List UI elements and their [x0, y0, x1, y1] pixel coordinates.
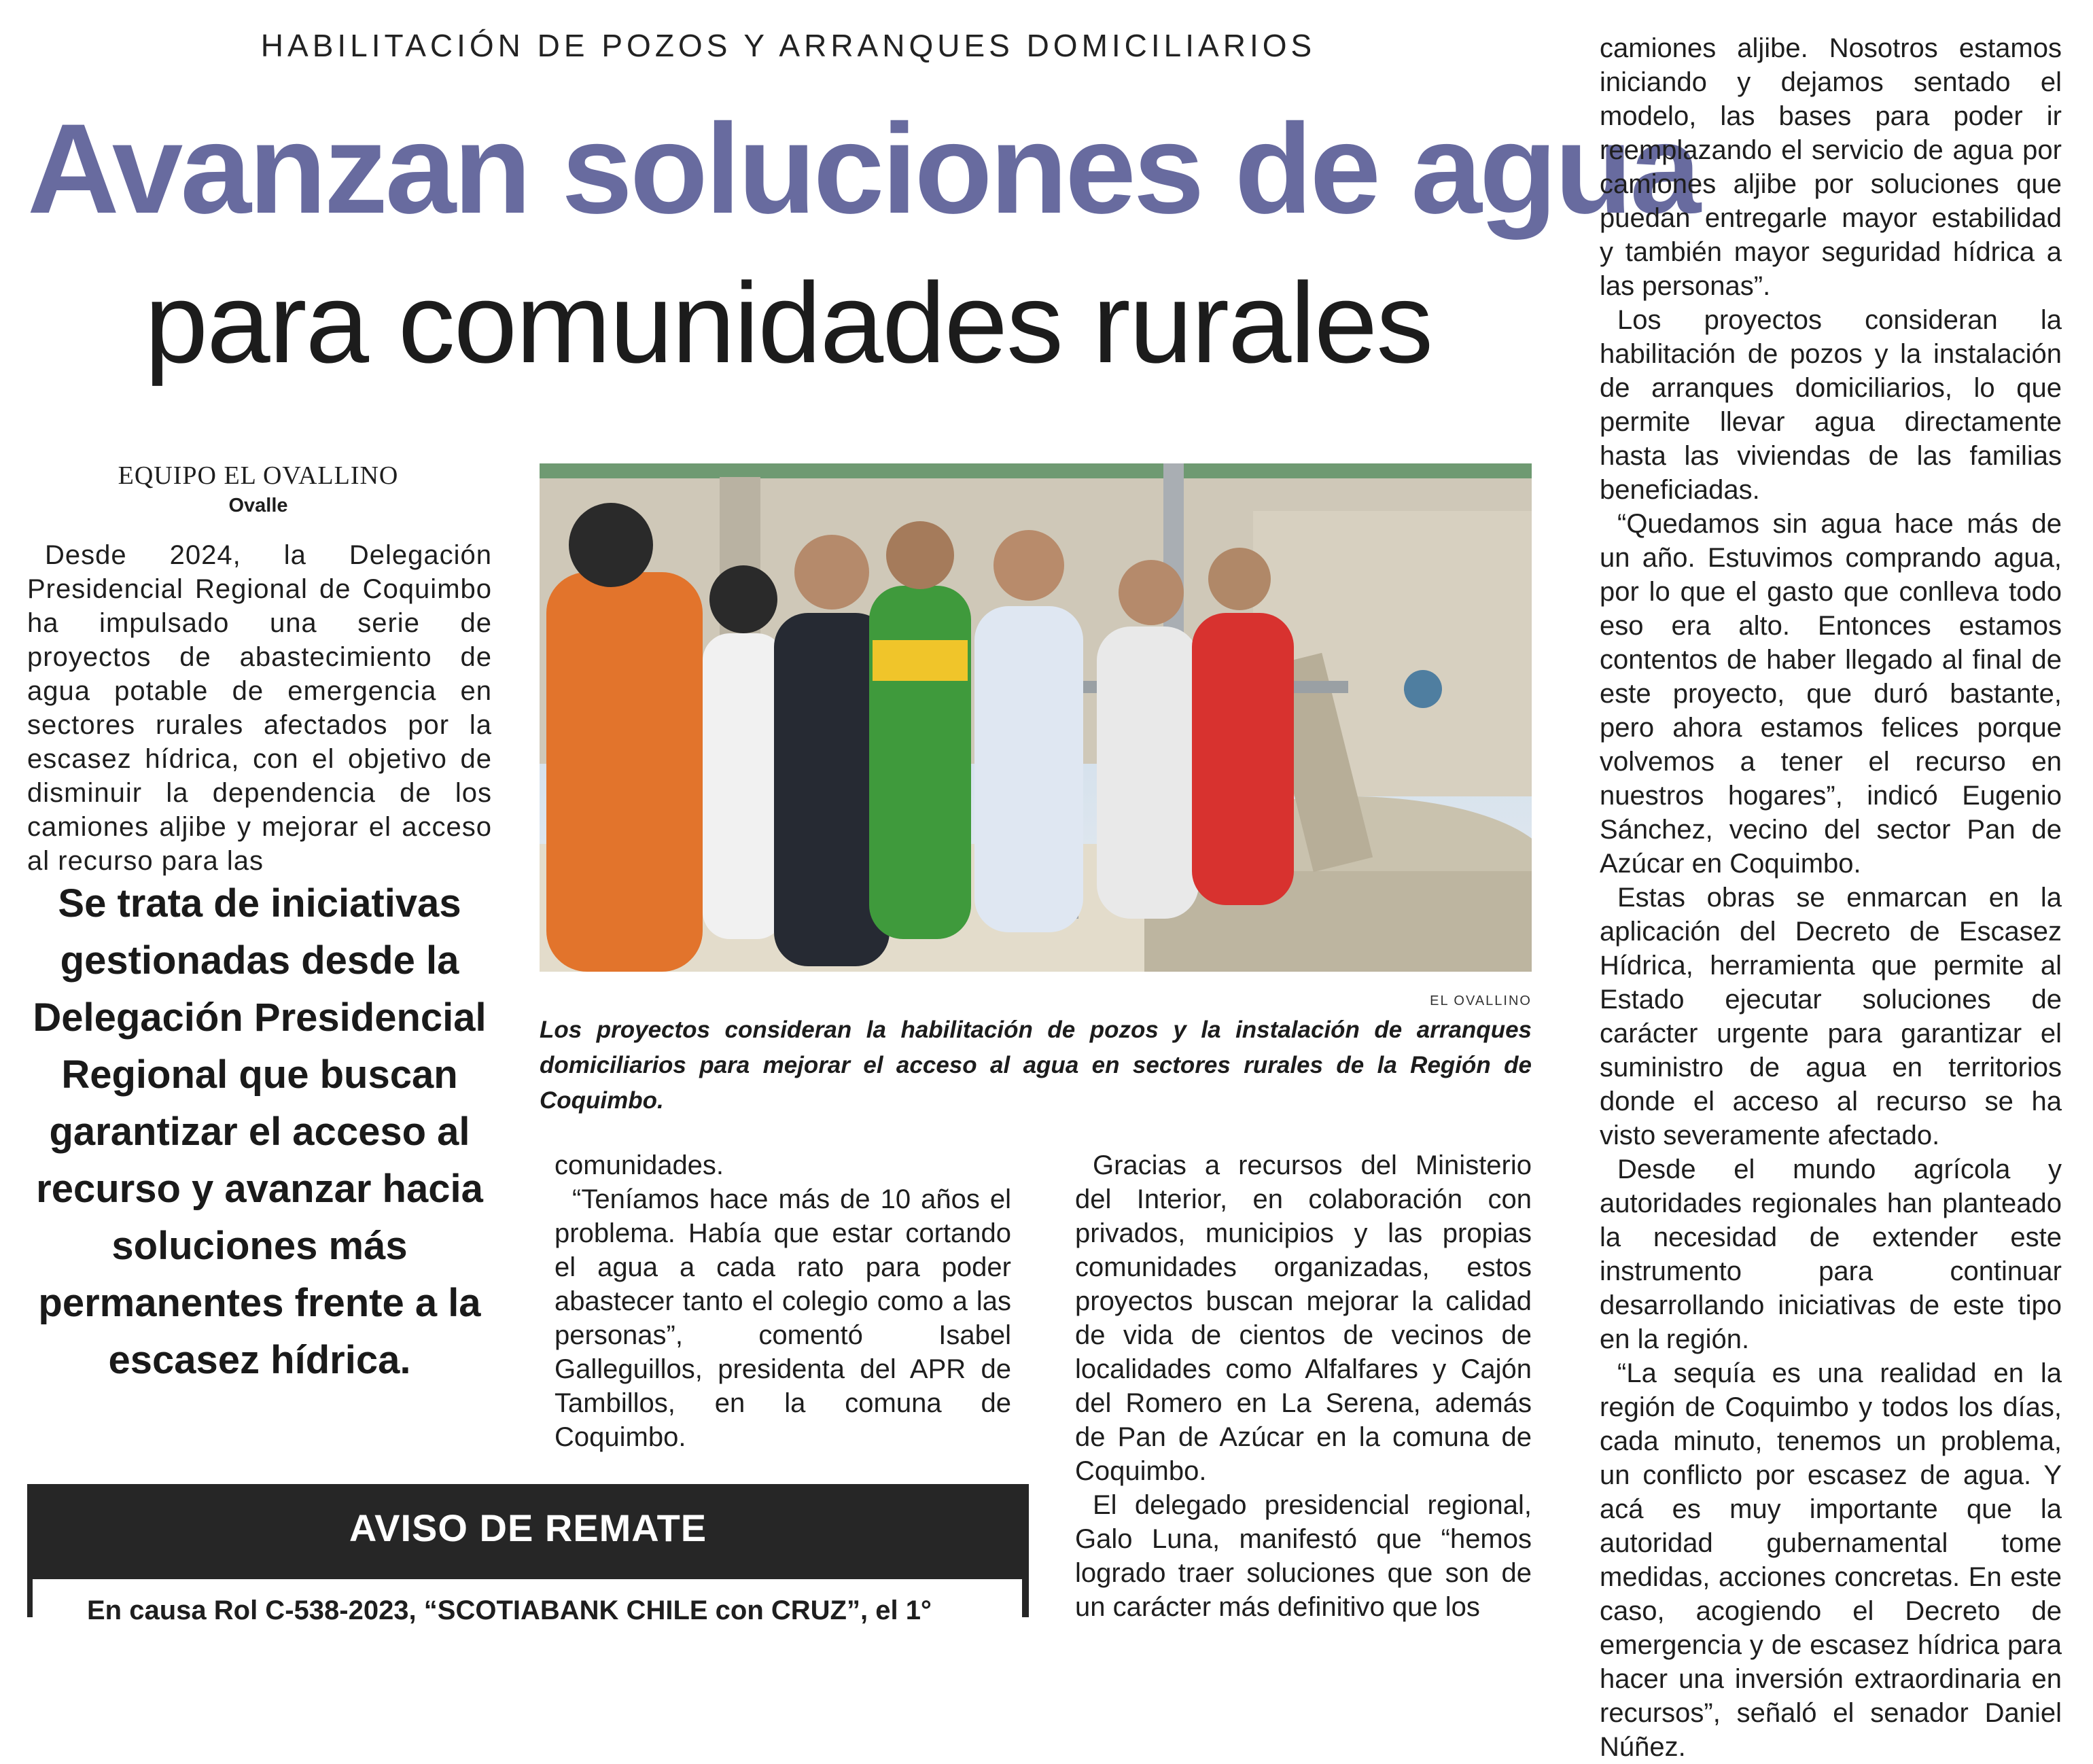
body-paragraph: comunidades.: [555, 1150, 724, 1180]
auction-notice: [27, 1484, 1029, 1625]
body-column-3: [1600, 31, 2062, 1764]
body-paragraph: “Teníamos hace más de 10 años el problema. Había que estar cortando el agua a cada rato para poder abastecer tanto el colegio como a las personas”, comentó Isabel Galleguillos, presidenta del APR de Tambillos, en la comuna de Coquimbo.: [555, 1184, 1011, 1452]
auction-notice-text: En causa Rol C-538-2023, “SCOTIABANK CHILE con CRUZ”, el 1°: [87, 1595, 932, 1625]
body-paragraph: El delegado presidencial regional, Galo Luna, manifestó que “hemos logrado traer soluciones que son de un carácter más definitivo que los: [1075, 1490, 1532, 1622]
dateline-place: Ovalle: [228, 495, 288, 516]
article-kicker: HABILITACIÓN DE POZOS Y ARRANQUES DOMICILIARIOS: [260, 28, 1316, 63]
body-paragraph: Desde el mundo agrícola y autoridades regionales han planteado la necesidad de extender este instrumento para continuar desarrollando iniciativas de este tipo en la región.: [1600, 1154, 2062, 1354]
headline-secondary: para comunidades rurales: [144, 259, 1432, 387]
body-paragraph: “La sequía es una realidad en la región de Coquimbo y todos los días, cada minuto, tenemos un problema, un conflicto por escasez de agua. Y acá es muy importante que la autoridad gubernamental tome medidas, acciones concretas. En este caso, acogiendo el Decreto de emergencia y de escasez hídrica para hacer una inversión extraordinaria en recursos”, señaló el senador Daniel Núñez.: [1600, 1358, 2062, 1762]
intro-paragraph: Desde 2024, la Delegación Presidencial Regional de Coquimbo ha impulsado una serie de proyectos de abastecimiento de agua potable de emergencia en sectores rurales afectados por la escasez hídrica, con el objetivo de disminuir la dependencia de los camiones aljibe y mejorar el acceso al recurso para las: [27, 540, 492, 876]
body-paragraph: Gracias a recursos del Ministerio del Interior, en colaboración con privados, municipios y las propias comunidades organizadas, estos proyectos buscan mejorar la calidad de vida de cientos de vecinos de localidades como Alfalfares y Cajón del Romero en La Serena, además de Pan de Azúcar en la comuna de Coquimbo.: [1075, 1150, 1532, 1486]
auction-notice-title: AVISO DE REMATE: [349, 1506, 707, 1549]
body-paragraph: Los proyectos consideran la habilitación de pozos y la instalación de arranques domiciliarios, lo que permite llevar agua directamente hasta las viviendas de las familias beneficiadas.: [1600, 305, 2062, 505]
auction-notice-body: [33, 1579, 1022, 1634]
byline: EQUIPO EL OVALLINO: [118, 461, 399, 490]
body-column-2: [1075, 1148, 1532, 1624]
photo-illustration: [540, 463, 1532, 972]
body-paragraph: camiones aljibe. Nosotros estamos iniciando y dejamos sentado el modelo, las bases para poder ir reemplazando el servicio de agua por camiones aljibe por soluciones que puedan entregarle mayor estabilidad y también mayor seguridad hídrica a las personas”.: [1600, 33, 2062, 301]
pull-quote: Se trata de iniciativas gestionadas desde la Delegación Presidencial Regional que buscan garantizar el acceso al recurso y avanzar hacia soluciones más permanentes frente a la escasez hídrica.: [33, 881, 487, 1382]
article-photo: [540, 463, 1532, 972]
photo-credit: EL OVALLINO: [1430, 993, 1532, 1008]
body-column-1: [555, 1148, 1011, 1454]
photo-caption: Los proyectos consideran la habilitación de pozos y la instalación de arranques domiciliarios para mejorar el acceso al agua en sectores rurales de la Región de Coquimbo.: [540, 1017, 1532, 1114]
article-intro: [27, 538, 492, 878]
body-paragraph: “Quedamos sin agua hace más de un año. Estuvimos comprando agua, por lo que el gasto que conlleva todo eso era alto. Entonces estamos contentos de haber llegado al final de este proyecto, que duró bastante, pero ahora estamos felices porque volvemos a tener el recurso en nuestros hogares”, indicó Eugenio Sánchez, vecino del sector Pan de Azúcar en Coquimbo.: [1600, 509, 2062, 879]
headline-primary: Avanzan soluciones de agua: [27, 97, 1699, 240]
body-paragraph: Estas obras se enmarcan en la aplicación del Decreto de Escasez Hídrica, herramienta que permite al Estado ejecutar soluciones de carácter urgente para garantizar el suministro de agua en territorios donde el acceso al recurso se ha visto severamente afectado.: [1600, 883, 2062, 1150]
